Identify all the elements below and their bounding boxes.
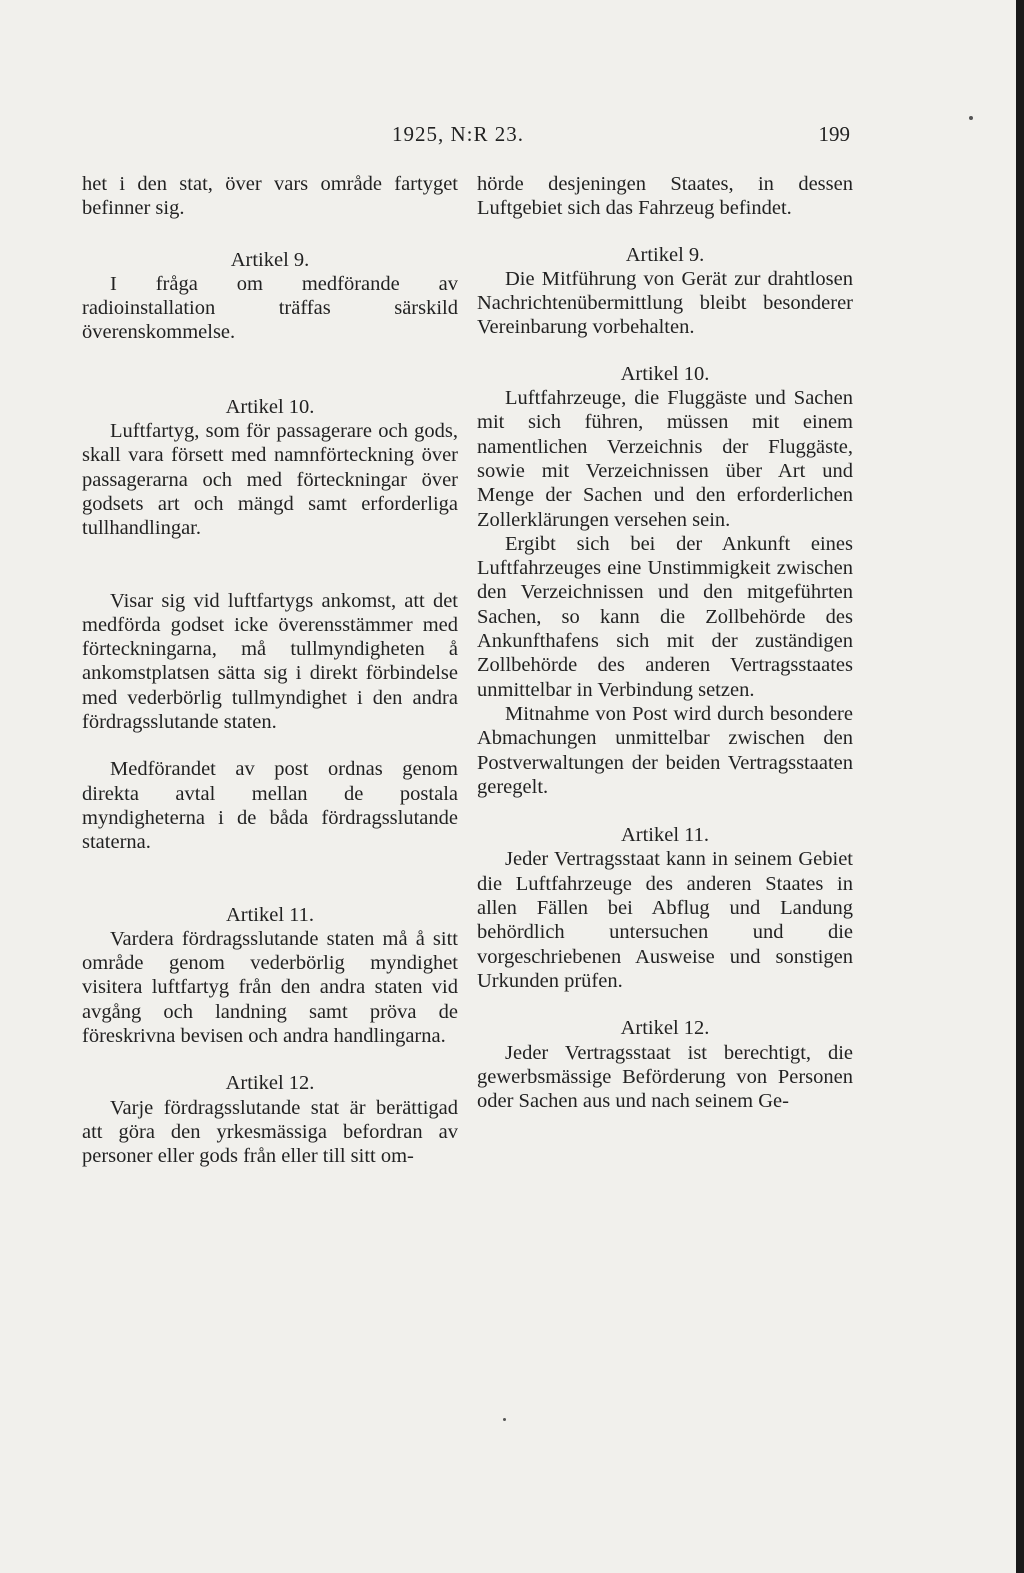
page-header xyxy=(82,122,850,152)
german-column xyxy=(477,172,853,1113)
scan-edge xyxy=(1016,0,1024,1573)
article-11-heading: Artikel 11. xyxy=(225,903,315,926)
page-number: 199 xyxy=(818,122,850,146)
swedish-column xyxy=(82,172,458,1169)
article-12-paragraph: Jeder Vertragsstaat ist berechtigt, die gewerbsmässige Beförderung von Personen oder Sachen aus und nach seinem Ge- xyxy=(477,1041,853,1113)
continued-paragraph: het i den stat, över vars område fartyget befinner sig. xyxy=(82,173,458,220)
article-10-paragraph-1: Luftfahrzeuge, die Fluggäste und Sachen mit sich führen, müssen mit einem namentlichen Verzeichnis der Fluggäste, sowie mit Verzeichnissen über Art und Menge der Sachen und den erforderlichen Zollerklärungen versehen sein. xyxy=(477,387,853,531)
continued-paragraph: hörde desjeningen Staates, in dessen Luftgebiet sich das Fahrzeug befindet. xyxy=(477,173,853,220)
article-12-heading: Artikel 12. xyxy=(225,1072,315,1095)
ink-speck xyxy=(503,1418,506,1421)
article-11-paragraph: Jeder Vertragsstaat kann in seinem Gebiet die Luftfahrzeuge des anderen Staates in allen Fällen bei Abflug und Landung behördlich untersuchen und die vorgeschriebenen Ausweise und sonstigen Urkunden prüfen. xyxy=(477,848,853,992)
article-10-heading: Artikel 10. xyxy=(225,395,315,418)
article-10-paragraph-1: Luftfartyg, som för passagerare och gods, skall vara försett med namnförteckning över passagerarna och med förteckningar över godsets art och mängd samt erforderliga tullhandlingar. xyxy=(82,420,458,540)
page-header-citation: 1925, N:R 23. xyxy=(392,122,525,146)
article-12-heading: Artikel 12. xyxy=(620,1017,710,1040)
article-10-paragraph-3: Mitnahme von Post wird durch besondere Abmachungen unmittelbar zwischen den Postverwaltungen der beiden Vertragsstaaten geregelt. xyxy=(477,702,853,798)
article-9-paragraph: I fråga om medförande av radioinstallation träffas särskild överenskommelse. xyxy=(82,272,458,344)
article-9-heading: Artikel 9. xyxy=(625,243,705,266)
article-10-heading: Artikel 10. xyxy=(620,362,710,385)
article-10-paragraph-2: Ergibt sich bei der Ankunft eines Luftfahrzeuges eine Unstimmigkeit zwischen den Verzeichnissen und den mitgeführten Sachen, so kann die Zollbehörde des Ankunfthafens sich mit der zuständigen Zollbehörde des anderen Vertragsstaates unmittelbar in Verbindung setzen. xyxy=(477,532,853,701)
article-11-heading: Artikel 11. xyxy=(620,824,710,847)
article-10-paragraph-3: Medförandet av post ordnas genom direkta avtal mellan de postala myndigheterna i de båda fördragsslutande staterna. xyxy=(82,758,458,854)
article-9-heading: Artikel 9. xyxy=(230,248,310,271)
article-9-paragraph: Die Mitführung von Gerät zur drahtlosen Nachrichtenübermittlung bleibt besonderer Vereinbarung vorbehalten. xyxy=(477,267,853,339)
ink-speck xyxy=(969,116,973,120)
article-11-paragraph: Vardera fördragsslutande staten må å sitt område genom vederbörlig myndighet visitera luftfartyg från den andra staten vid avgång och landning samt pröva de föreskrivna bevisen och andra handlingarna. xyxy=(82,927,458,1048)
article-10-paragraph-2: Visar sig vid luftfartygs ankomst, att det medförda godset icke överensstämmer med förteckningarna, må tullmyndigheten å ankomstplatsen sätta sig i direkt förbindelse med vederbörlig tullmyndighet i den andra fördragsslutande staten. xyxy=(82,589,458,734)
article-12-paragraph: Varje fördragsslutande stat är berättigad att göra den yrkesmässiga befordran av personer eller gods från eller till sitt om- xyxy=(82,1096,458,1168)
